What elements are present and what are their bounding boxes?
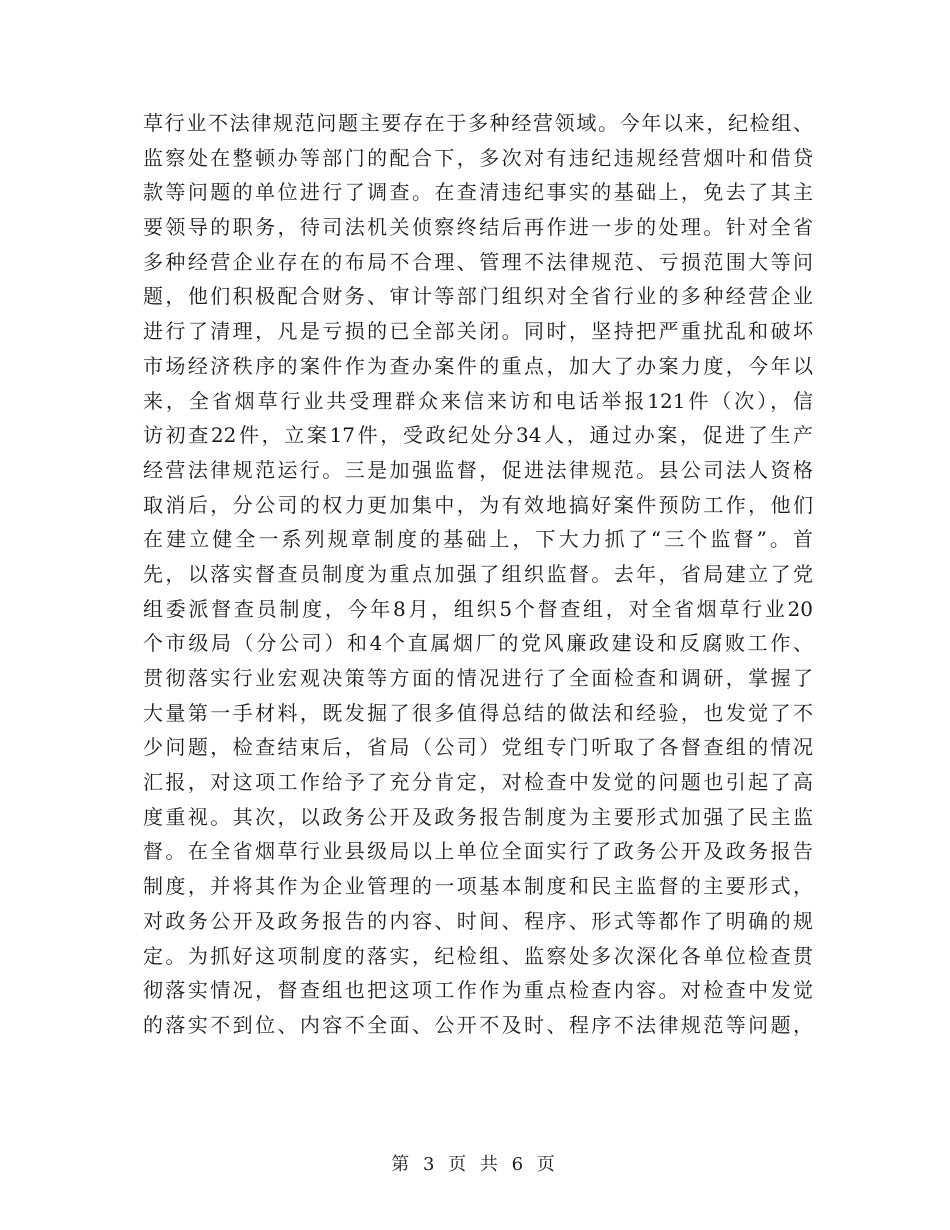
text-line: 汇报，对这项工作给予了充分肯定，对检查中发觉的问题也引起了高 [143, 770, 813, 795]
text-line: 市场经济秩序的案件作为查办案件的重点，加大了办案力度，今年以 [143, 353, 813, 378]
text-line: 草行业不法律规范问题主要存在于多种经营领域。今年以来，纪检组、 [143, 111, 813, 135]
text-line: 的落实不到位、内容不全面、公开不及时、程序不法律规范等问题， [143, 1012, 813, 1037]
text-line: 在建立健全一系列规章制度的基础上，下大力抓了“三个监督”。首 [143, 527, 813, 552]
text-line: 贯彻落实行业宏观决策等方面的情况进行了全面检查和调研，掌握了 [143, 666, 813, 690]
text-line: 对政务公开及政务报告的内容、时间、程序、形式等都作了明确的规 [143, 908, 813, 933]
text-line: 组委派督查员制度，今年8月，组织5个督查组，对全省烟草行业20 [143, 596, 813, 621]
text-line: 来，全省烟草行业共受理群众来信来访和电话举报121件（次），信 [143, 388, 813, 413]
text-line: 度重视。其次，以政务公开及政务报告制度为主要形式加强了民主监 [143, 804, 813, 829]
text-line: 彻落实情况，督查组也把这项工作作为重点检查内容。对检查中发觉 [143, 978, 813, 1003]
text-line: 多种经营企业存在的布局不合理、管理不法律规范、亏损范围大等问 [143, 249, 813, 274]
text-line: 进行了清理，凡是亏损的已全部关闭。同时，坚持把严重扰乱和破坏 [143, 319, 813, 344]
text-line: 少问题，检查结束后，省局（公司）党组专门听取了各督查组的情况 [143, 735, 813, 760]
body-text [143, 106, 813, 1043]
text-line: 取消后，分公司的权力更加集中，为有效地搞好案件预防工作，他们 [143, 492, 813, 517]
text-line: 先，以落实督查员制度为重点加强了组织监督。去年，省局建立了党 [143, 561, 813, 586]
text-line: 访初查22件，立案17件，受政纪处分34人，通过办案，促进了生产 [143, 423, 813, 448]
page-number-footer: 第 3 页 共 6 页 [391, 1154, 559, 1175]
text-line: 款等问题的单位进行了调查。在查清违纪事实的基础上，免去了其主 [143, 180, 813, 205]
text-line: 定。为抓好这项制度的落实，纪检组、监察处多次深化各单位检查贯 [143, 943, 813, 968]
text-line: 大量第一手材料，既发掘了很多值得总结的做法和经验，也发觉了不 [143, 700, 813, 725]
text-line: 监察处在整顿办等部门的配合下，多次对有违纪违规经营烟叶和借贷 [143, 145, 813, 170]
text-line: 个市级局（分公司）和4个直属烟厂的党风廉政建设和反腐败工作、 [143, 631, 813, 656]
text-line: 要领导的职务，待司法机关侦察终结后再作进一步的处理。针对全省 [143, 215, 813, 240]
text-line: 经营法律规范运行。三是加强监督，促进法律规范。县公司法人资格 [143, 457, 813, 482]
text-line: 制度，并将其作为企业管理的一项基本制度和民主监督的主要形式， [143, 874, 813, 899]
text-line: 督。在全省烟草行业县级局以上单位全面实行了政务公开及政务报告 [143, 839, 813, 864]
text-line: 题，他们积极配合财务、审计等部门组织对全省行业的多种经营企业 [143, 284, 813, 309]
